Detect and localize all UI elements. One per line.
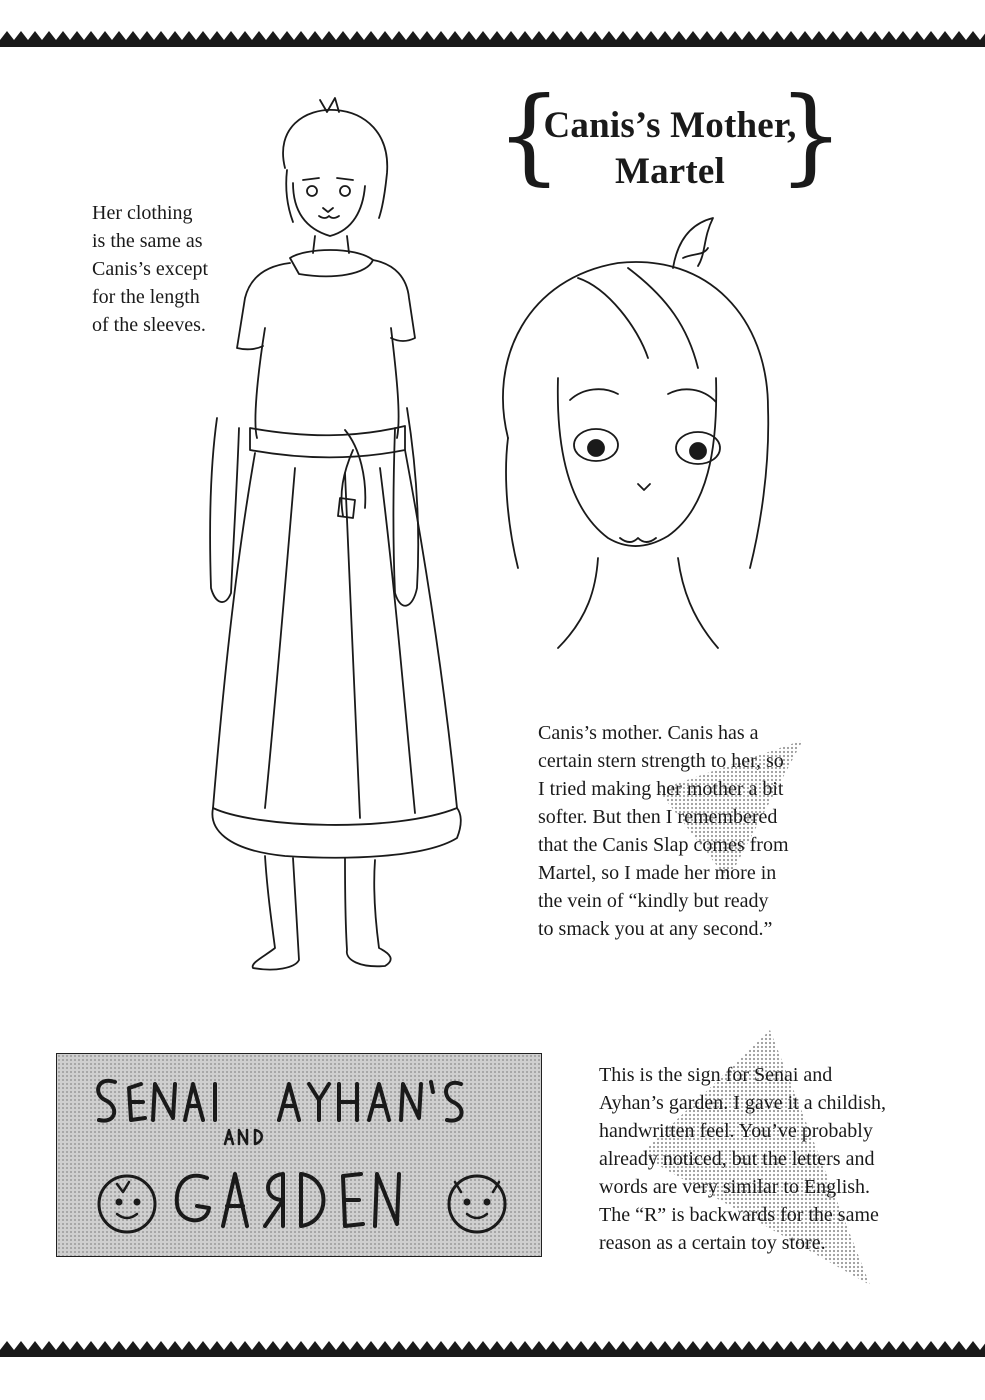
martel-full-body-sketch xyxy=(195,88,485,988)
garden-sign-illustration xyxy=(56,1053,542,1257)
character-title xyxy=(490,74,850,196)
left-brace-ornament: { xyxy=(496,74,563,196)
martel-face-closeup-sketch xyxy=(478,208,778,678)
note-clothing: Her clothing is the same as Canis’s except for the length of the sleeves. xyxy=(92,202,209,336)
note-martel-description: Canis’s mother. Canis has a certain stern strength to her, so I tried making her mother a bit softer. But then I remembered that the Canis Slap comes from Martel, so I made her more in the vein of “kindly but ready to smack you at any second.” xyxy=(538,722,789,940)
note-garden-sign: This is the sign for Senai and Ayhan’s garden. I gave it a childish, handwritten feel. You’ve probably already noticed, but the letters and words are very similar to English. The “R” is backwards for the same reason as a certain toy store. xyxy=(599,1064,886,1254)
top-border-band xyxy=(0,26,985,48)
title-text xyxy=(530,103,810,195)
bottom-border-band xyxy=(0,1336,985,1358)
title-line-2: Martel xyxy=(614,151,726,192)
title-line-1: Canis’s Mother, xyxy=(543,105,797,146)
right-brace-ornament: } xyxy=(777,74,844,196)
